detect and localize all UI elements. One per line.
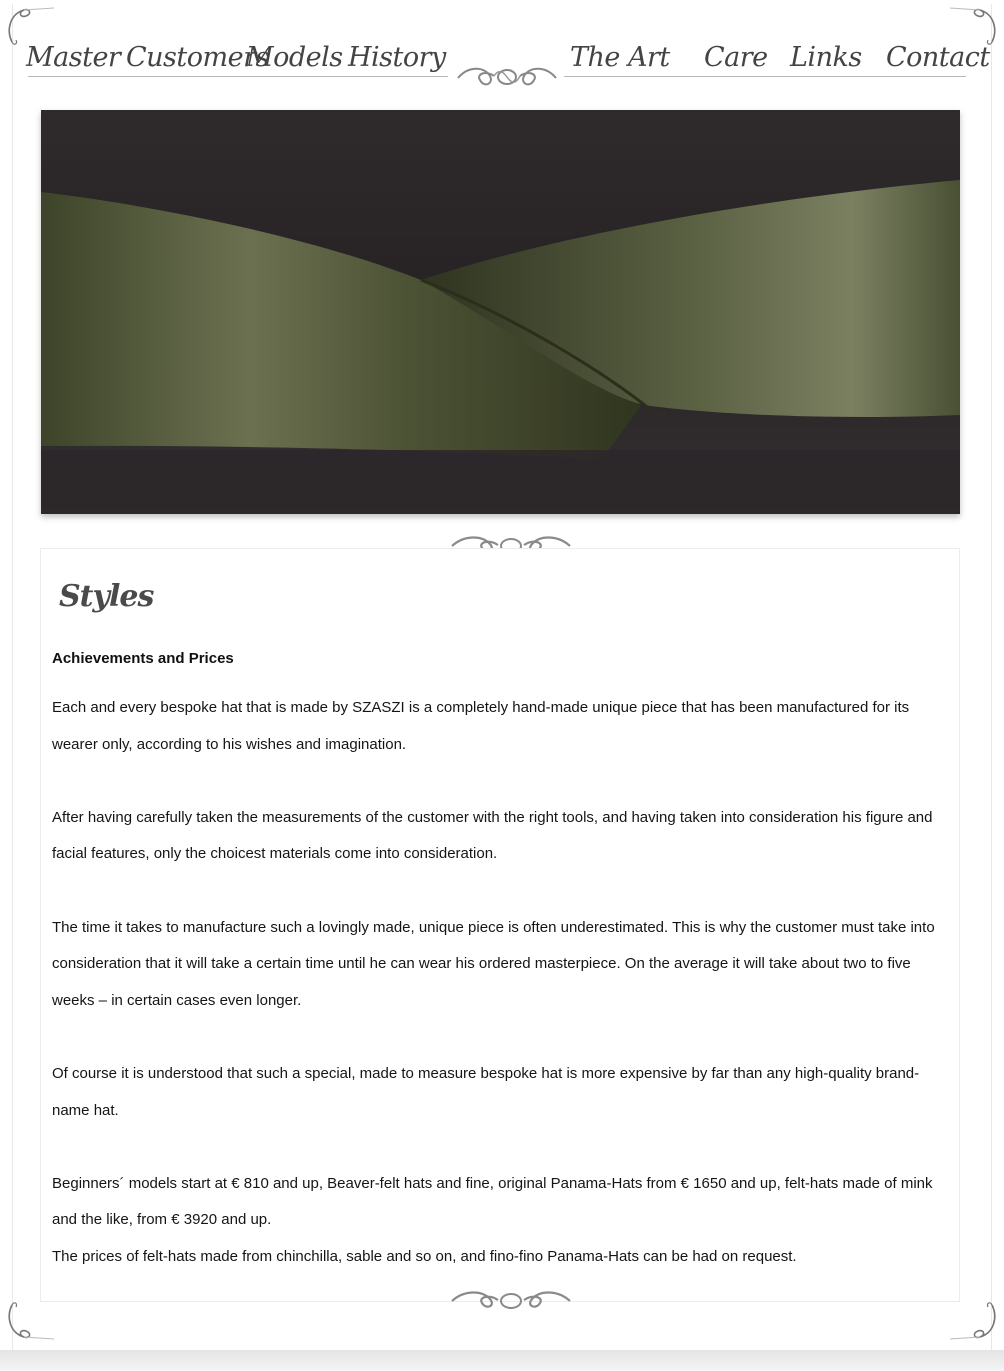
content-paragraph: The prices of felt-hats made from chinchilla, sable and so on, and fino-fino Panama-Hats can be had on request. (52, 1247, 797, 1265)
content-paragraph: Beginners´ models start at € 810 and up, Beaver-felt hats and fine, original Panama-Hats from € 1650 and up, felt-hats made of mink and the like, from € 3920 and up. (52, 1174, 933, 1229)
content-panel (40, 548, 960, 1302)
nav-item-master[interactable]: Master (26, 42, 121, 73)
nav-item-the-art[interactable]: The Art (570, 42, 670, 73)
nav-item-models[interactable]: Models (246, 42, 343, 73)
content-heading: Achievements and Prices (52, 650, 234, 667)
content-paragraph: Of course it is understood that such a special, made to measure bespoke hat is more expensive by far than any high-quality brand-name hat. (52, 1064, 920, 1119)
content-paragraph: After having carefully taken the measurements of the customer with the right tools, and having taken into consideration his figure and facial features, only the choicest materials come into consideration. (52, 808, 933, 863)
content-paragraph: The time it takes to manufacture such a lovingly made, unique piece is often underestimated. This is why the customer must take into consideration that it will take a certain time until he can wear his ordered masterpiece. On the average it will take about two to five weeks – in certain cases even longer. (52, 918, 935, 1009)
nav-item-links[interactable]: Links (790, 42, 862, 73)
main-navigation (24, 38, 990, 108)
scroll-ornament-icon (448, 1288, 574, 1314)
page-bottom-shadow (0, 1350, 1004, 1371)
hat-band-photo-icon (41, 110, 960, 514)
nav-item-contact[interactable]: Contact (886, 42, 990, 73)
scroll-ornament-icon (454, 62, 560, 92)
nav-item-care[interactable]: Care (704, 42, 768, 73)
hero-image (41, 110, 960, 514)
section-title: Styles (59, 579, 154, 614)
content-paragraph: Each and every bespoke hat that is made by SZASZI is a completely hand-made unique piece that has been manufactured for its wearer only, according to his wishes and imagination. (52, 699, 910, 753)
content-body (52, 690, 952, 1276)
nav-item-customers[interactable]: Customers (126, 42, 269, 73)
nav-item-history[interactable]: History (348, 42, 446, 73)
